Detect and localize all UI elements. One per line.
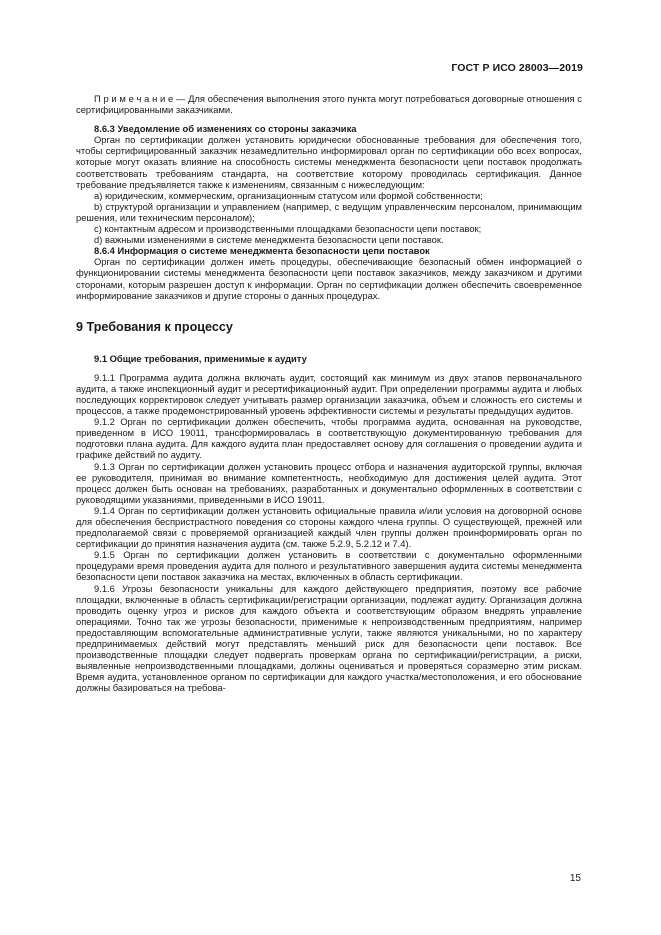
paragraph: 9.1.2 Орган по сертификации должен обеспечить, чтобы программа аудита, основанная на руководстве, приведенном в ИСО 19011, трансформировалась в соответствующую документированную требования для подготовки плана аудита. Для каждого аудита план предоставляет основу для соглашения о проведении аудита и графике действий по аудиту. [76, 416, 582, 461]
note-paragraph [76, 93, 582, 115]
list-item: d) важными изменениями в системе менеджмента безопасности цепи поставок. [94, 234, 444, 246]
paragraph: Орган по сертификации должен установить юридически обоснованные требования для обеспечения того, чтобы сертифицированный заказчик незамедлительно информировал орган по сертификации обо всех вопросах, которые могут оказать влияние на способность системы менеджмента безопасности цепи поставок продолжать соответствовать требованиям стандарта, на соответствие которому проводилась сертификация. Данное требование предъявляется также к изменениям, связанным с нижеследующим: [76, 134, 582, 190]
section-heading-8-6-3: 8.6.3 Уведомление об изменениях со стороны заказчика [94, 123, 357, 135]
section-heading-9-1: 9.1 Общие требования, применимые к аудиту [94, 352, 307, 364]
document-body [76, 93, 582, 694]
paragraph: 9.1.5 Орган по сертификации должен установить в соответствии с документально оформленными процедурами время проведения аудита для полного и результативного завершения аудита системы менеджмента безопасности цепи поставок заказчика на местах, включенных в область сертификации. [76, 549, 582, 583]
paragraph: 9.1.3 Орган по сертификации должен установить процесс отбора и назначения аудиторской группы, включая ее руководителя, принимая во внимание компетентность, необходимую для достижения целей аудита. Этот процесс должен быть основан на требованиях, разработанных и документально оформленных в соответствии с руководящими указаниями, приведенными в ИСО 19011. [76, 460, 582, 505]
section-heading-8-6-4: 8.6.4 Информация о системе менеджмента безопасности цепи поставок [94, 245, 430, 257]
paragraph: 9.1.1 Программа аудита должна включать аудит, состоящий как минимум из двух этапов первоначального аудита, а также инспекционный аудит и ресертификационный аудит. При определении программы аудита и любых последующих корректировок следует учитывать размер организации заказчика, объем и сложность его системы и процессов, а также продемонстрированный уровень эффективности системы и результаты предыдущих аудитов. [76, 371, 582, 417]
list-item: a) юридическим, коммерческим, организационным статусом или формой собственности; [94, 189, 483, 201]
list-item: c) контактным адресом и производственными площадками безопасности цепи поставок; [94, 223, 482, 235]
note-text: — Для обеспечения выполнения этого пункта могут потребоваться договорные отношения с сертифицированными заказчиками. [76, 93, 582, 116]
section-heading-9: 9 Требования к процессу [76, 319, 233, 334]
paragraph: 9.1.4 Орган по сертификации должен установить официальные правила и/или условия на договорной основе для обеспечения беспристрастного поведения со стороны каждого члена группы. О существующей, прежней или предполагаемой связи с проверяемой организацией каждый член группы должен проинформировать орган по сертификации до принятия назначения аудита (см. также 5.2.9, 5.2.12 и 7.4). [76, 504, 582, 550]
document-header: ГОСТ Р ИСО 28003—2019 [451, 62, 583, 74]
paragraph: 9.1.6 Угрозы безопасности уникальны для каждого действующего предприятия, поэтому все рабочие площадки, включенные в область сертификации/регистрации организации, подлежат аудиту. Организация должна проводить оценку угроз и рисков для каждого объекта и соответствующим образом внедрять управление операциями. Точно так же угрозы безопасности, применимые к непроизводственным предприятиям, например предоставляющим вспомогательные административные услуги, также являются уникальными, но по характеру предпринимаемых действий могут представлять меньший риск для безопасности цепи поставок. Все производственные площадки следует подвергать проверкам органа по сертификации/регистрации, а риски, выявленные непроизводственными площадками, должны оцениваться и проверяться соразмерно этим рискам. Время аудита, установленное органом по сертификации для каждого участка/местоположения, и его обоснование должны базироваться на требова- [76, 582, 582, 694]
paragraph: Орган по сертификации должен иметь процедуры, обеспечивающие безопасный обмен информацией о функционировании системы менеджмента безопасности цепи поставок заказчиков, между заказчиком и другими сторонами, которым разрешен доступ к информации. Орган по сертификации должен обеспечить своевременное информирование заказчиков и другие стороны о данных процедурах. [76, 256, 582, 301]
note-label: П р и м е ч а н и е [94, 93, 174, 104]
page-number: 15 [569, 873, 581, 884]
list-item: b) структурой организации и управлением (например, с ведущим управленческим персоналом, принимающим решения, или техническим персоналом); [76, 200, 582, 223]
